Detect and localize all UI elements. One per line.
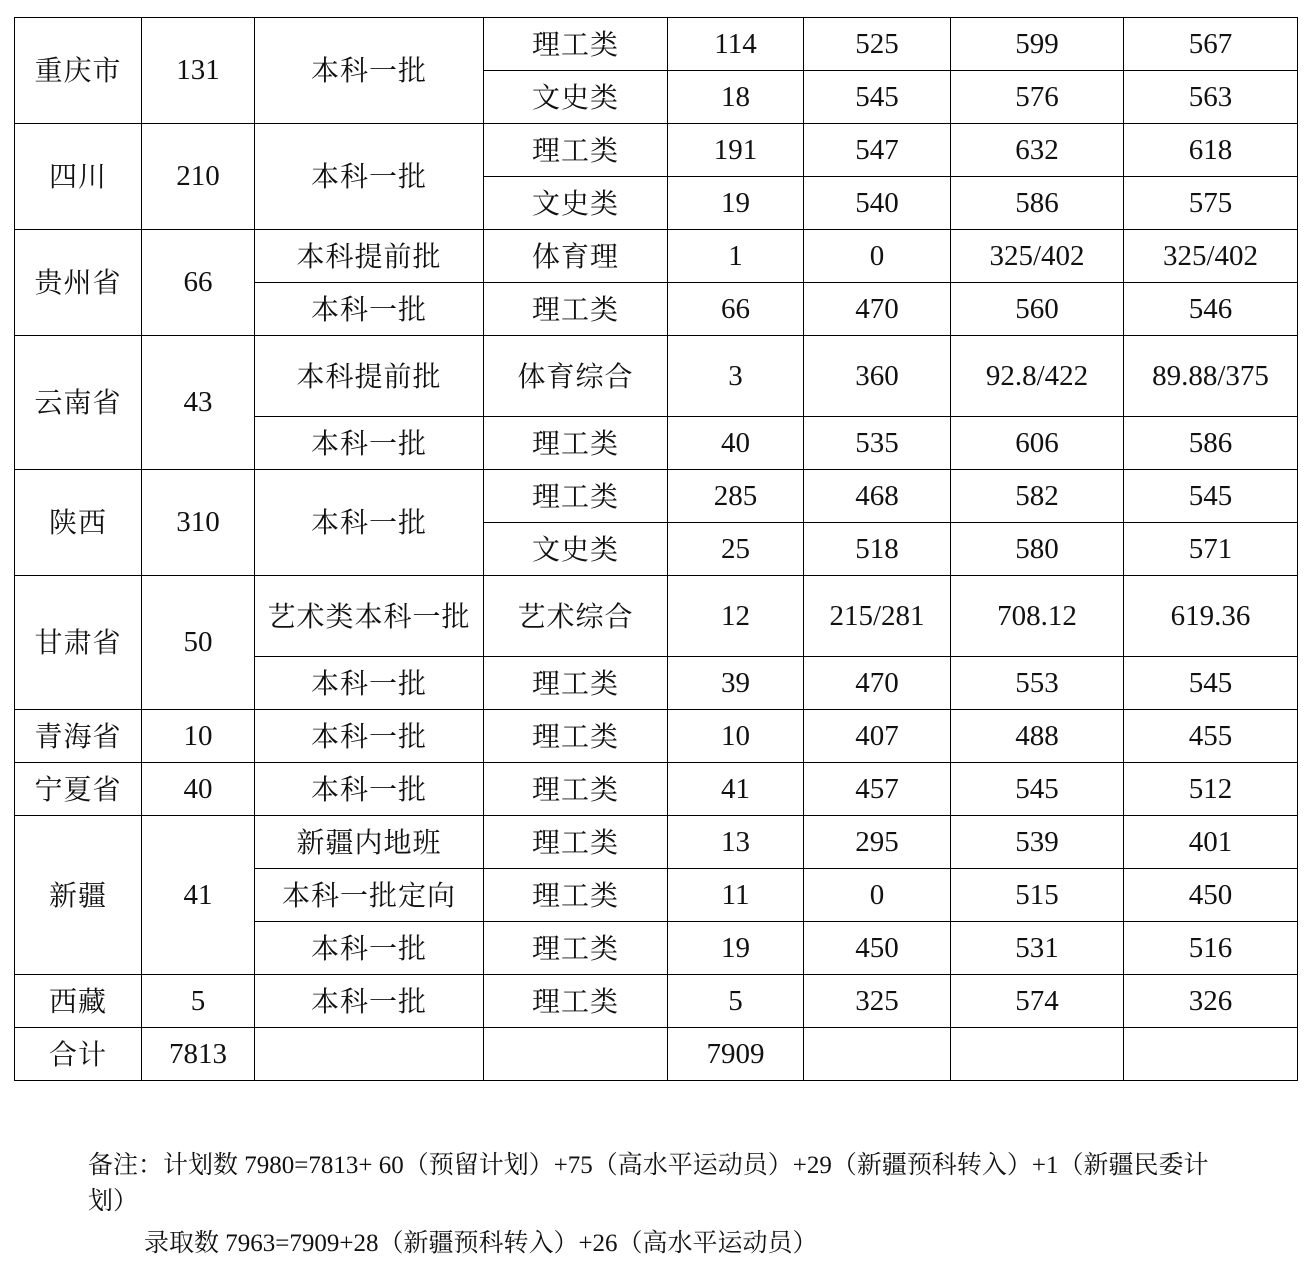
control-line-cell: 525 xyxy=(804,18,951,71)
max-score-cell: 92.8/422 xyxy=(951,336,1124,417)
plan-cell: 5 xyxy=(142,975,255,1028)
province-cell: 陕西 xyxy=(15,470,142,576)
plan-cell: 40 xyxy=(142,763,255,816)
batch-cell: 艺术类本科一批 xyxy=(255,576,484,657)
table-row xyxy=(15,975,1298,1028)
admitted-cell: 13 xyxy=(668,816,804,869)
plan-cell: 50 xyxy=(142,576,255,710)
province-cell: 西藏 xyxy=(15,975,142,1028)
category-cell: 理工类 xyxy=(484,470,668,523)
control-line-cell: 0 xyxy=(804,869,951,922)
empty-cell xyxy=(255,1028,484,1081)
min-score-cell: 450 xyxy=(1124,869,1298,922)
max-score-cell: 531 xyxy=(951,922,1124,975)
category-cell: 理工类 xyxy=(484,763,668,816)
plan-cell: 41 xyxy=(142,816,255,975)
min-score-cell: 455 xyxy=(1124,710,1298,763)
category-cell: 理工类 xyxy=(484,710,668,763)
category-cell: 理工类 xyxy=(484,816,668,869)
max-score-cell: 632 xyxy=(951,124,1124,177)
control-line-cell: 215/281 xyxy=(804,576,951,657)
admitted-cell: 11 xyxy=(668,869,804,922)
admitted-cell: 1 xyxy=(668,230,804,283)
note-admitted: 录取数 7963=7909+28（新疆预科转入）+26（高水平运动员） xyxy=(144,1230,818,1257)
min-score-cell: 325/402 xyxy=(1124,230,1298,283)
table-row xyxy=(15,710,1298,763)
control-line-cell: 457 xyxy=(804,763,951,816)
batch-cell: 本科一批 xyxy=(255,470,484,576)
batch-cell: 新疆内地班 xyxy=(255,816,484,869)
note-plan: 备注：计划数 7980=7813+ 60（预留计划）+75（高水平运动员）+29（新疆预科转入）+1（新疆民委计划） xyxy=(88,1152,1209,1215)
batch-cell: 本科一批定向 xyxy=(255,869,484,922)
min-score-cell: 619.36 xyxy=(1124,576,1298,657)
batch-cell: 本科一批 xyxy=(255,922,484,975)
control-line-cell: 450 xyxy=(804,922,951,975)
control-line-cell: 468 xyxy=(804,470,951,523)
plan-cell: 10 xyxy=(142,710,255,763)
control-line-cell: 360 xyxy=(804,336,951,417)
province-cell: 青海省 xyxy=(15,710,142,763)
control-line-cell: 470 xyxy=(804,657,951,710)
empty-cell xyxy=(951,1028,1124,1081)
batch-cell: 本科一批 xyxy=(255,18,484,124)
admitted-cell: 25 xyxy=(668,523,804,576)
admitted-cell: 10 xyxy=(668,710,804,763)
min-score-cell: 326 xyxy=(1124,975,1298,1028)
min-score-cell: 571 xyxy=(1124,523,1298,576)
admitted-cell: 285 xyxy=(668,470,804,523)
batch-cell: 本科一批 xyxy=(255,975,484,1028)
min-score-cell: 89.88/375 xyxy=(1124,336,1298,417)
max-score-cell: 325/402 xyxy=(951,230,1124,283)
min-score-cell: 545 xyxy=(1124,657,1298,710)
control-line-cell: 0 xyxy=(804,230,951,283)
control-line-cell: 535 xyxy=(804,417,951,470)
max-score-cell: 560 xyxy=(951,283,1124,336)
min-score-cell: 575 xyxy=(1124,177,1298,230)
category-cell: 文史类 xyxy=(484,177,668,230)
admitted-cell: 191 xyxy=(668,124,804,177)
admitted-cell: 41 xyxy=(668,763,804,816)
category-cell: 理工类 xyxy=(484,124,668,177)
table-row xyxy=(15,18,1298,71)
plan-cell: 310 xyxy=(142,470,255,576)
category-cell: 理工类 xyxy=(484,283,668,336)
min-score-cell: 512 xyxy=(1124,763,1298,816)
control-line-cell: 295 xyxy=(804,816,951,869)
category-cell: 理工类 xyxy=(484,657,668,710)
admitted-cell: 114 xyxy=(668,18,804,71)
province-cell: 贵州省 xyxy=(15,230,142,336)
max-score-cell: 599 xyxy=(951,18,1124,71)
table-row xyxy=(15,124,1298,177)
max-score-cell: 553 xyxy=(951,657,1124,710)
plan-cell: 131 xyxy=(142,18,255,124)
table-row xyxy=(15,576,1298,657)
min-score-cell: 563 xyxy=(1124,71,1298,124)
admitted-cell: 19 xyxy=(668,922,804,975)
batch-cell: 本科一批 xyxy=(255,283,484,336)
control-line-cell: 540 xyxy=(804,177,951,230)
control-line-cell: 518 xyxy=(804,523,951,576)
admitted-cell: 19 xyxy=(668,177,804,230)
table-row xyxy=(15,470,1298,523)
province-cell: 云南省 xyxy=(15,336,142,470)
table-row xyxy=(15,230,1298,283)
max-score-cell: 582 xyxy=(951,470,1124,523)
batch-cell: 本科一批 xyxy=(255,763,484,816)
admitted-cell: 12 xyxy=(668,576,804,657)
control-line-cell: 470 xyxy=(804,283,951,336)
notes xyxy=(88,1148,1238,1262)
max-score-cell: 586 xyxy=(951,177,1124,230)
province-cell: 新疆 xyxy=(15,816,142,975)
batch-cell: 本科一批 xyxy=(255,417,484,470)
min-score-cell: 618 xyxy=(1124,124,1298,177)
control-line-cell: 545 xyxy=(804,71,951,124)
category-cell: 理工类 xyxy=(484,417,668,470)
max-score-cell: 574 xyxy=(951,975,1124,1028)
empty-cell xyxy=(484,1028,668,1081)
batch-cell: 本科提前批 xyxy=(255,230,484,283)
table-row xyxy=(15,816,1298,869)
max-score-cell: 606 xyxy=(951,417,1124,470)
min-score-cell: 401 xyxy=(1124,816,1298,869)
control-line-cell: 407 xyxy=(804,710,951,763)
category-cell: 理工类 xyxy=(484,922,668,975)
plan-cell: 43 xyxy=(142,336,255,470)
table-row xyxy=(15,763,1298,816)
province-cell: 四川 xyxy=(15,124,142,230)
category-cell: 理工类 xyxy=(484,869,668,922)
min-score-cell: 567 xyxy=(1124,18,1298,71)
min-score-cell: 516 xyxy=(1124,922,1298,975)
category-cell: 文史类 xyxy=(484,523,668,576)
max-score-cell: 488 xyxy=(951,710,1124,763)
batch-cell: 本科一批 xyxy=(255,710,484,763)
category-cell: 体育理 xyxy=(484,230,668,283)
min-score-cell: 546 xyxy=(1124,283,1298,336)
max-score-cell: 580 xyxy=(951,523,1124,576)
province-cell: 甘肃省 xyxy=(15,576,142,710)
batch-cell: 本科一批 xyxy=(255,657,484,710)
min-score-cell: 586 xyxy=(1124,417,1298,470)
control-line-cell: 547 xyxy=(804,124,951,177)
max-score-cell: 576 xyxy=(951,71,1124,124)
plan-cell: 66 xyxy=(142,230,255,336)
admitted-cell: 66 xyxy=(668,283,804,336)
category-cell: 艺术综合 xyxy=(484,576,668,657)
empty-cell xyxy=(1124,1028,1298,1081)
total-label: 合计 xyxy=(15,1028,142,1081)
batch-cell: 本科提前批 xyxy=(255,336,484,417)
plan-cell: 210 xyxy=(142,124,255,230)
category-cell: 理工类 xyxy=(484,975,668,1028)
admission-table xyxy=(14,17,1298,1081)
control-line-cell: 325 xyxy=(804,975,951,1028)
total-admitted: 7909 xyxy=(668,1028,804,1081)
total-row xyxy=(15,1028,1298,1081)
max-score-cell: 539 xyxy=(951,816,1124,869)
admitted-cell: 18 xyxy=(668,71,804,124)
province-cell: 重庆市 xyxy=(15,18,142,124)
table-row xyxy=(15,336,1298,417)
min-score-cell: 545 xyxy=(1124,470,1298,523)
admitted-cell: 40 xyxy=(668,417,804,470)
category-cell: 理工类 xyxy=(484,18,668,71)
admitted-cell: 3 xyxy=(668,336,804,417)
empty-cell xyxy=(804,1028,951,1081)
max-score-cell: 708.12 xyxy=(951,576,1124,657)
admitted-cell: 5 xyxy=(668,975,804,1028)
category-cell: 文史类 xyxy=(484,71,668,124)
max-score-cell: 545 xyxy=(951,763,1124,816)
total-plan: 7813 xyxy=(142,1028,255,1081)
max-score-cell: 515 xyxy=(951,869,1124,922)
batch-cell: 本科一批 xyxy=(255,124,484,230)
admitted-cell: 39 xyxy=(668,657,804,710)
category-cell: 体育综合 xyxy=(484,336,668,417)
province-cell: 宁夏省 xyxy=(15,763,142,816)
